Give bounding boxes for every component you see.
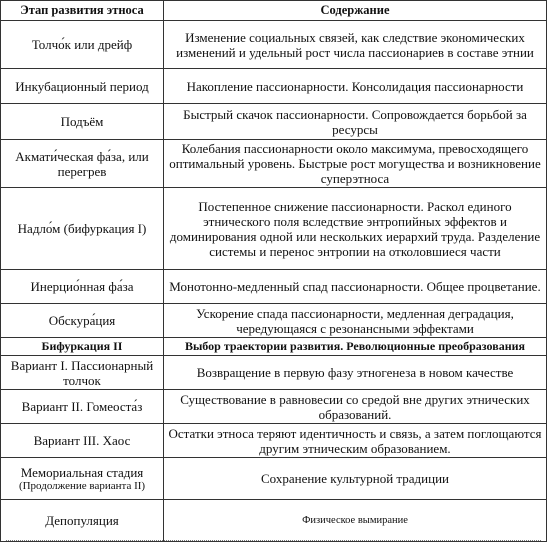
- content-cell: Возвращение в первую фазу этногенеза в новом качестве: [164, 356, 547, 390]
- header-content: Содержание: [164, 1, 547, 21]
- content-cell: Существование в равновесии со средой вне других этнических образований.: [164, 390, 547, 424]
- table-header-row: [1, 1, 547, 21]
- stage-cell: Вариант III. Хаос: [1, 424, 164, 458]
- stage-cell: Толчо́к или дрейф: [1, 21, 164, 69]
- table-row: [1, 356, 547, 390]
- table-row: [1, 424, 547, 458]
- table-row: [1, 304, 547, 338]
- content-cell: Сохранение культурной традиции: [164, 458, 547, 500]
- table-row: [1, 21, 547, 69]
- footer-dotted-rule: [6, 540, 541, 541]
- stage-cell: Инерцио́нная фа́за: [1, 270, 164, 304]
- table-row: [1, 390, 547, 424]
- stage-cell: Инкубационный период: [1, 69, 164, 104]
- table-row: [1, 69, 547, 104]
- content-cell: Монотонно-медленный спад пассионарности. Общее процветание.: [164, 270, 547, 304]
- table-row: [1, 458, 547, 500]
- content-cell: Постепенное снижение пассионарности. Раскол единого этнического поля вследствие энтропийных эффектов и доминирования одной или нескольких иерархий труда. Разделение системы и перенос энтропии на отколовшиеся части: [164, 188, 547, 270]
- stage-cell: Подъём: [1, 104, 164, 140]
- stage-cell: Бифуркация II: [1, 338, 164, 356]
- stage-cell: Депопуляция: [1, 500, 164, 542]
- table-row: [1, 500, 547, 542]
- content-cell: Выбор траектории развития. Революционные преобразования: [164, 338, 547, 356]
- content-cell: Остатки этноса теряют идентичность и связь, а затем поглощаются другим этническим образованием.: [164, 424, 547, 458]
- stage-cell: Надло́м (бифуркация I): [1, 188, 164, 270]
- stage-cell: Вариант II. Гомеоста́з: [1, 390, 164, 424]
- table-row: [1, 270, 547, 304]
- content-cell: Изменение социальных связей, как следствие экономических изменений и удельный рост числа пассионариев в составе этнии: [164, 21, 547, 69]
- table-row: [1, 140, 547, 188]
- table-row: [1, 188, 547, 270]
- stage-cell: [1, 458, 164, 500]
- content-cell: Накопление пассионарности. Консолидация пассионарности: [164, 69, 547, 104]
- stage-cell: Обскура́ция: [1, 304, 164, 338]
- stage-name: Мемориальная стадия: [20, 464, 144, 480]
- content-cell: Ускорение спада пассионарности, медленная деградация, чередующаяся с резонансными эффектами: [164, 304, 547, 338]
- table-row: [1, 104, 547, 140]
- stage-note: (Продолжение варианта II): [18, 479, 146, 492]
- content-cell: Колебания пассионарности около максимума, превосходящего оптимальный уровень. Быстрые рост могущества и возникновение суперэтноса: [164, 140, 547, 188]
- header-stage: Этап развития этноса: [1, 1, 164, 21]
- table-row: [1, 338, 547, 356]
- stage-cell: Акмати́ческая фа́за, или перегрев: [1, 140, 164, 188]
- content-cell: Быстрый скачок пассионарности. Сопровождается борьбой за ресурсы: [164, 104, 547, 140]
- content-cell: Физическое вымирание: [164, 500, 547, 542]
- stage-cell: Вариант I. Пассионарный толчок: [1, 356, 164, 390]
